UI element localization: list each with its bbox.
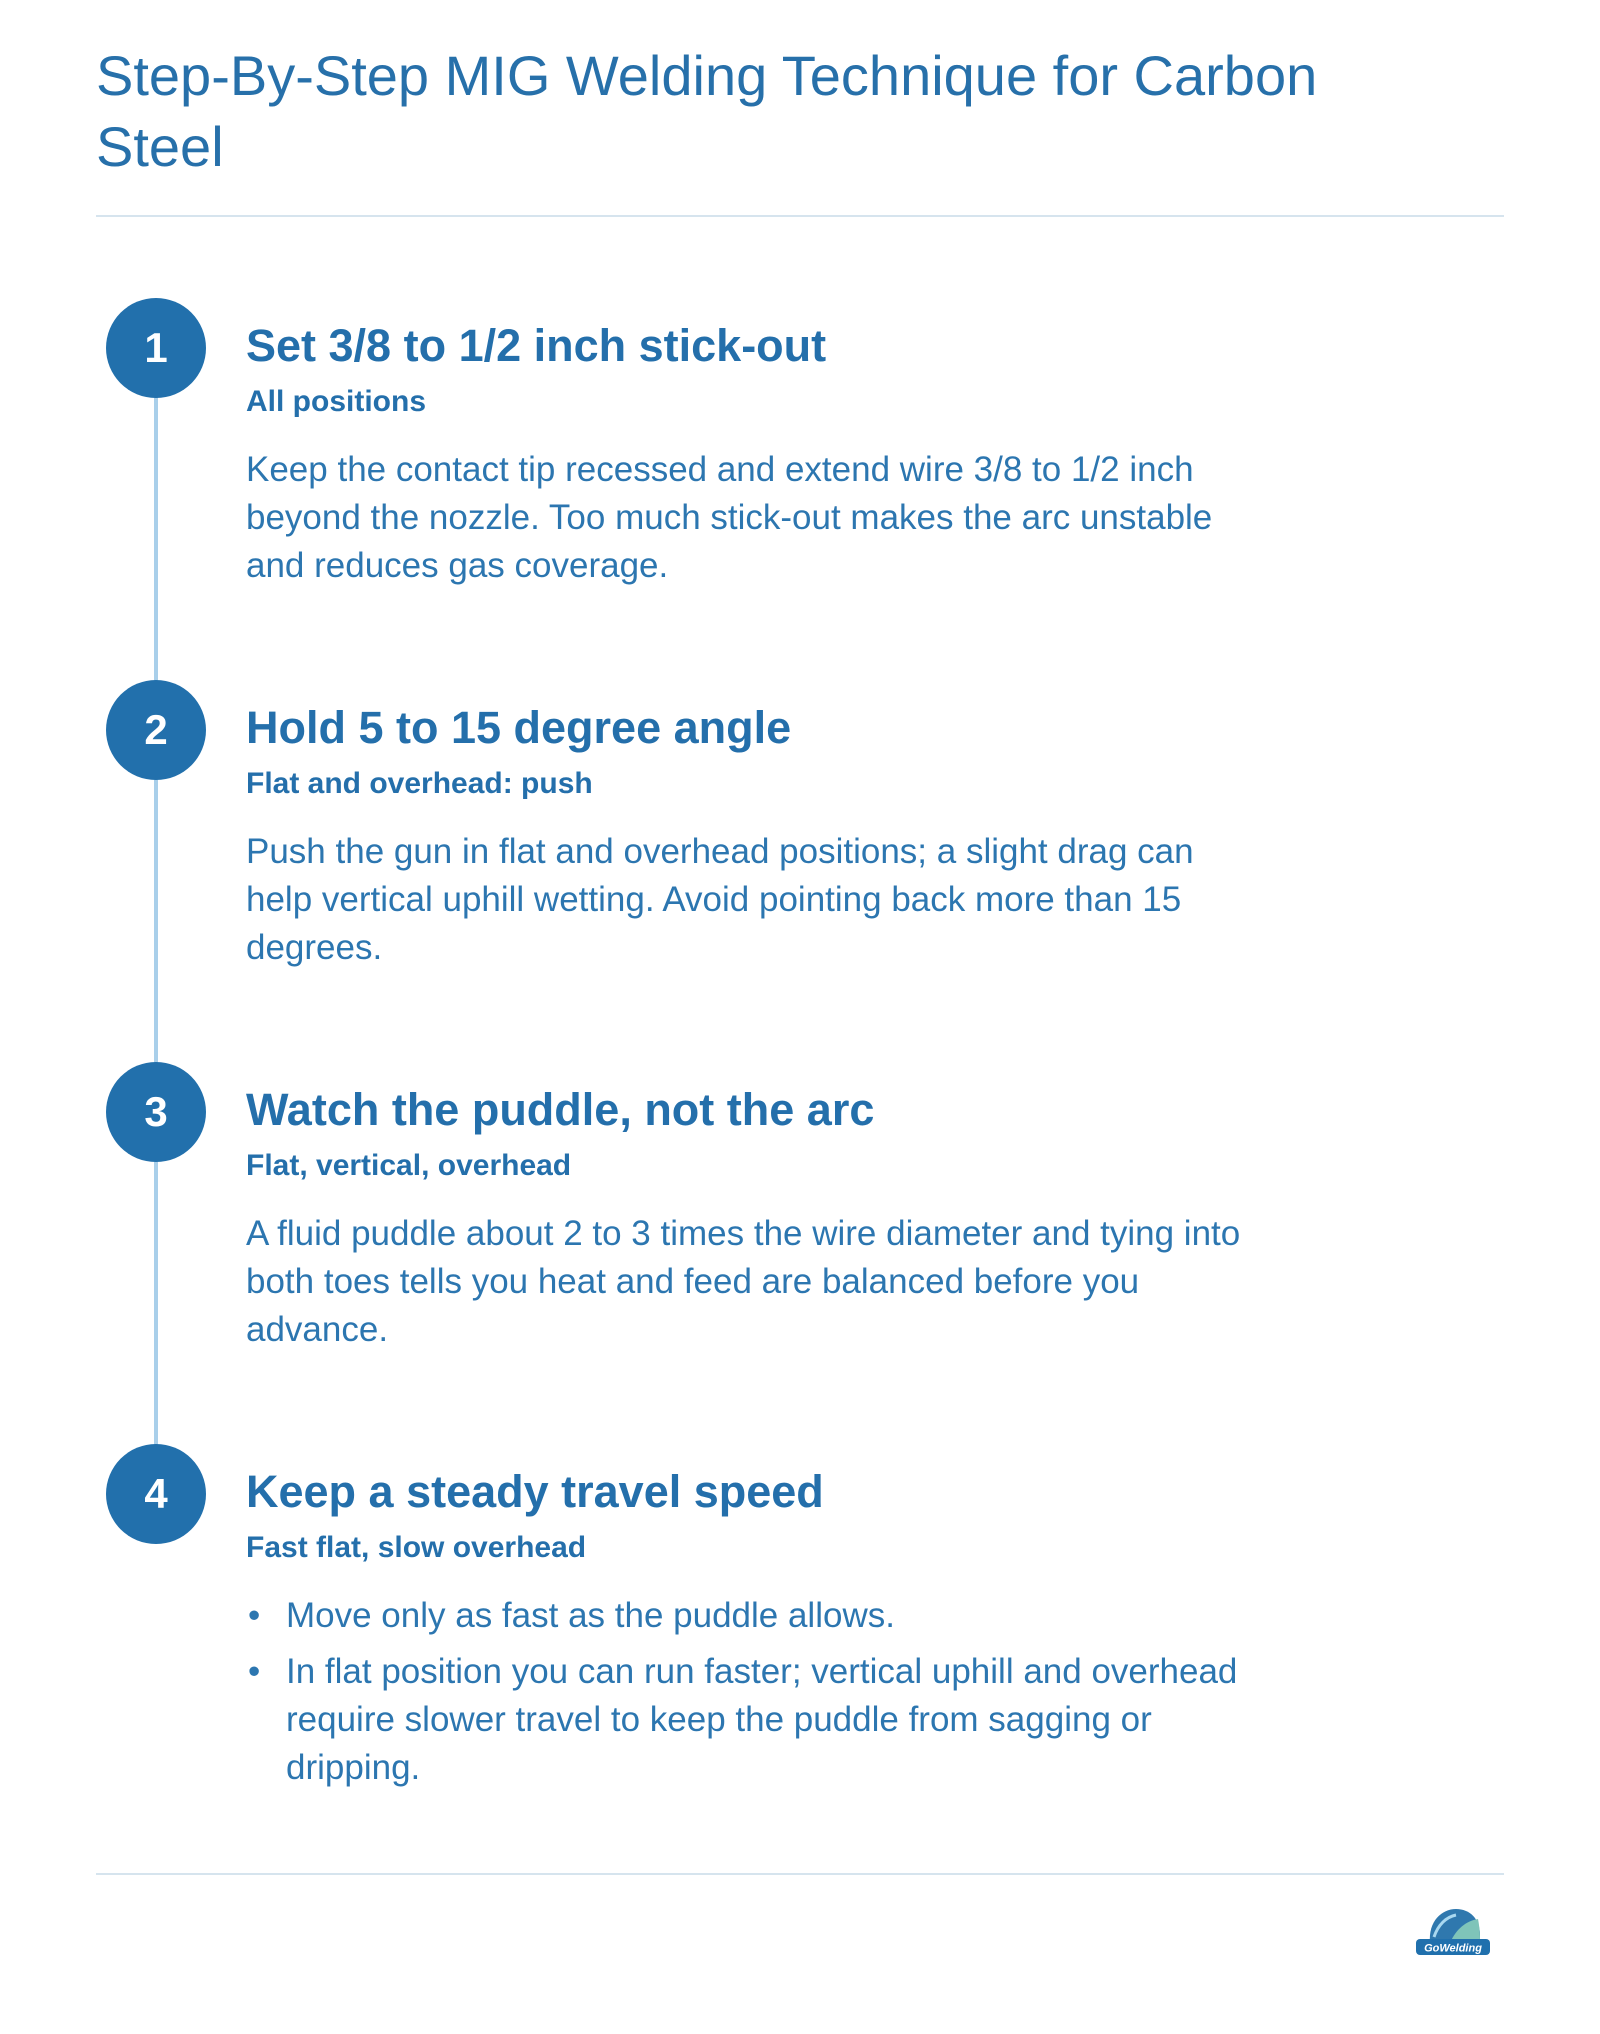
step-subtitle: Fast flat, slow overhead — [246, 1531, 587, 1564]
step-subtitle: Flat, vertical, overhead — [246, 1149, 572, 1182]
step-subtitle: Flat and overhead: push — [246, 767, 593, 800]
bullet-text: Move only as fast as the puddle allows. — [286, 1596, 895, 1635]
step-content — [246, 320, 1246, 590]
step-content — [246, 702, 1246, 972]
step-title: Set 3/8 to 1/2 inch stick-out — [246, 320, 827, 371]
step-subtitle: All positions — [246, 385, 426, 418]
bullet-icon: • — [248, 1652, 261, 1691]
step-title: Keep a steady travel speed — [246, 1466, 824, 1517]
bullet-text: In flat position you can run faster; vertical uphill and overhead require slower travel to keep the puddle from sagging or dripping. — [286, 1652, 1238, 1787]
step-content — [246, 1084, 1246, 1354]
step-description: A fluid puddle about 2 to 3 times the wire diameter and tying into both toes tells you heat and feed are balanced before you advance. — [246, 1214, 1241, 1349]
welder-helmet-logo-icon — [1410, 1903, 1496, 1959]
bullet-icon: • — [248, 1596, 261, 1635]
step-number-badge: 3 — [106, 1062, 206, 1162]
step-description: Push the gun in flat and overhead positions; a slight drag can help vertical uphill wetting. Avoid pointing back more than 15 degrees. — [246, 832, 1194, 967]
step-bullet-list — [246, 1592, 1246, 1792]
step-number-badge: 4 — [106, 1444, 206, 1544]
list-item — [246, 1592, 1246, 1640]
step-number-badge: 1 — [106, 298, 206, 398]
step-number-badge: 2 — [106, 680, 206, 780]
list-item — [246, 1648, 1246, 1792]
timeline-line — [154, 348, 158, 1508]
step-description: Keep the contact tip recessed and extend wire 3/8 to 1/2 inch beyond the nozzle. Too much stick-out makes the arc unstable and reduces gas coverage. — [246, 450, 1213, 585]
step-title: Watch the puddle, not the arc — [246, 1084, 875, 1135]
footer-divider — [96, 1873, 1504, 1875]
step-content — [246, 1466, 1246, 1800]
step-title: Hold 5 to 15 degree angle — [246, 702, 792, 753]
header-divider — [96, 215, 1504, 217]
page-title: Step-By-Step MIG Welding Technique for Carbon Steel — [96, 44, 1318, 178]
logo-text: GoWelding — [1424, 1942, 1482, 1955]
